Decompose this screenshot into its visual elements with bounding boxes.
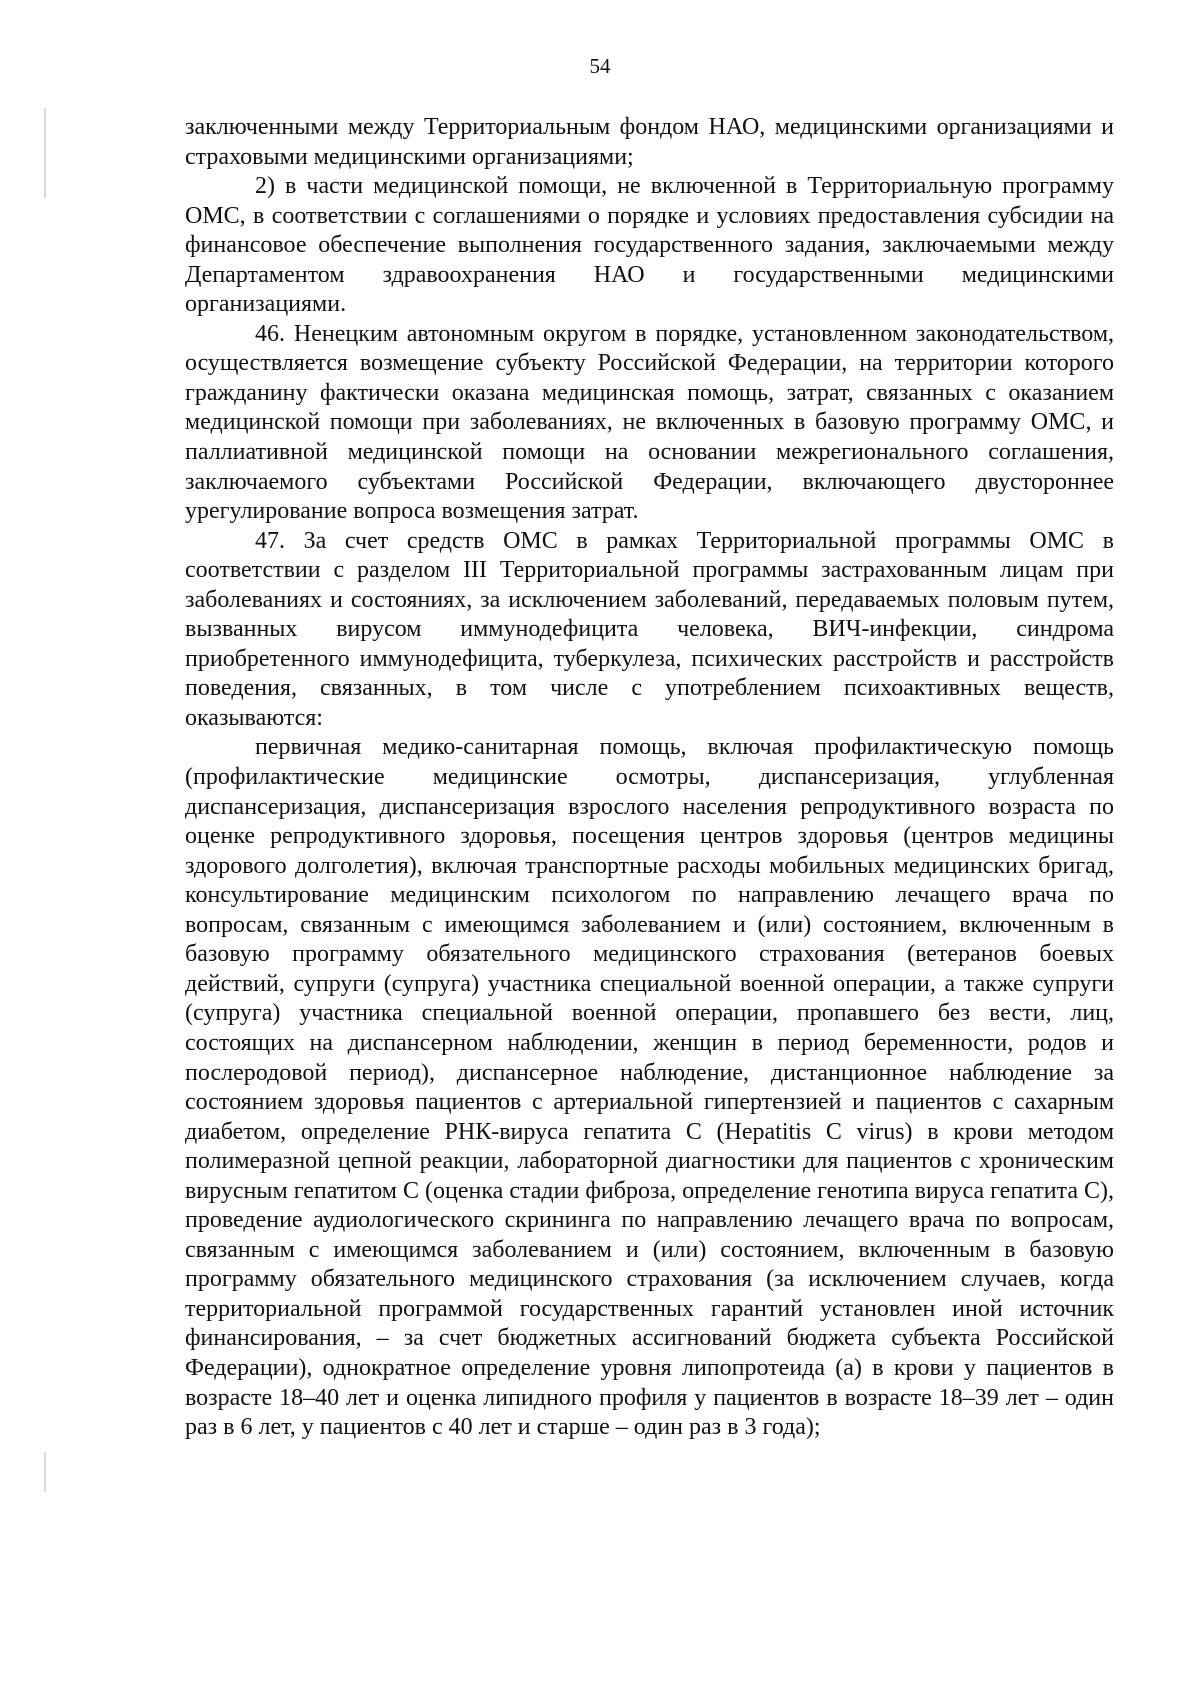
paragraph: 47. За счет средств ОМС в рамках Территориальной программы ОМС в соответствии с разделом III Территориальной программы застрахованным лицам при заболеваниях и состояниях, за исключением заболеваний, передаваемых половым путем, вызванных вирусом иммунодефицита человека, ВИЧ-инфекции, синдрома приобретенного иммунодефицита, туберкулеза, психических расстройств и расстройств поведения, связанных, в том числе с употреблением психоактивных веществ, оказываются:	[185, 527, 1114, 731]
paragraph: заключенными между Территориальным фондом НАО, медицинскими организациями и страховыми медицинскими организациями;	[185, 114, 1114, 170]
paragraph: первичная медико-санитарная помощь, включая профилактическую помощь (профилактические медицинские осмотры, диспансеризация, углубленная диспансеризация, диспансеризация взрослого населения репродуктивного возраста по оценке репродуктивного здоровья, посещения центров здоровья (центров медицины здорового долголетия), включая транспортные расходы мобильных медицинских бригад, консультирование медицинским психологом по направлению лечащего врача по вопросам, связанным с имеющимся заболеванием и (или) состоянием, включенным в базовую программу обязательного медицинского страхования (ветеранов боевых действий, супруги (супруга) участника специальной военной операции, а также супруги (супруга) участника специальной военной операции, пропавшего без вести, лиц, состоящих на диспансерном наблюдении, женщин в период беременности, родов и послеродовой период), диспансерное наблюдение, дистанционное наблюдение за состоянием здоровья пациентов с артериальной гипертензией и пациентов с сахарным диабетом, определение РНК-вируса гепатита С (Hepatitis C virus) в крови методом полимеразной цепной реакции, лабораторной диагностики для пациентов с хроническим вирусным гепатитом С (оценка стадии фиброза, определение генотипа вируса гепатита С), проведение аудиологического скрининга по направлению лечащего врача по вопросам, связанным с имеющимся заболеванием и (или) состоянием, включенным в базовую программу обязательного медицинского страхования (за исключением случаев, когда территориальной программой государственных гарантий установлен иной источник финансирования, – за счет бюджетных ассигнований бюджета субъекта Российской Федерации), однократное определение уровня липопротеида (а) в крови у пациентов в возрасте 18–40 лет и оценка липидного профиля у пациентов в возрасте 18–39 лет – один раз в 6 лет, у пациентов с 40 лет и старше – один раз в 3 года);	[185, 734, 1114, 1441]
paragraph: 46. Ненецким автономным округом в порядке, установленном законодательством, осуществляется возмещение субъекту Российской Федерации, на территории которого гражданину фактически оказана медицинская помощь, затрат, связанных с оказанием медицинской помощи при заболеваниях, не включенных в базовую программу ОМС, и паллиативной медицинской помощи на основании межрегионального соглашения, заключаемого субъектами Российской Федерации, включающего двустороннее урегулирование вопроса возмещения затрат.	[185, 320, 1114, 525]
scan-edge-mark	[44, 1452, 46, 1492]
scan-edge-mark	[44, 108, 46, 198]
page-number: 54	[589, 54, 611, 78]
paragraph: 2) в части медицинской помощи, не включенной в Территориальную программу ОМС, в соответствии с соглашениями о порядке и условиях предоставления субсидии на финансовое обеспечение выполнения государственного задания, заключаемыми между Департаментом здравоохранения НАО и государственными медицинскими организациями.	[185, 173, 1114, 318]
document-body	[185, 113, 1114, 1443]
